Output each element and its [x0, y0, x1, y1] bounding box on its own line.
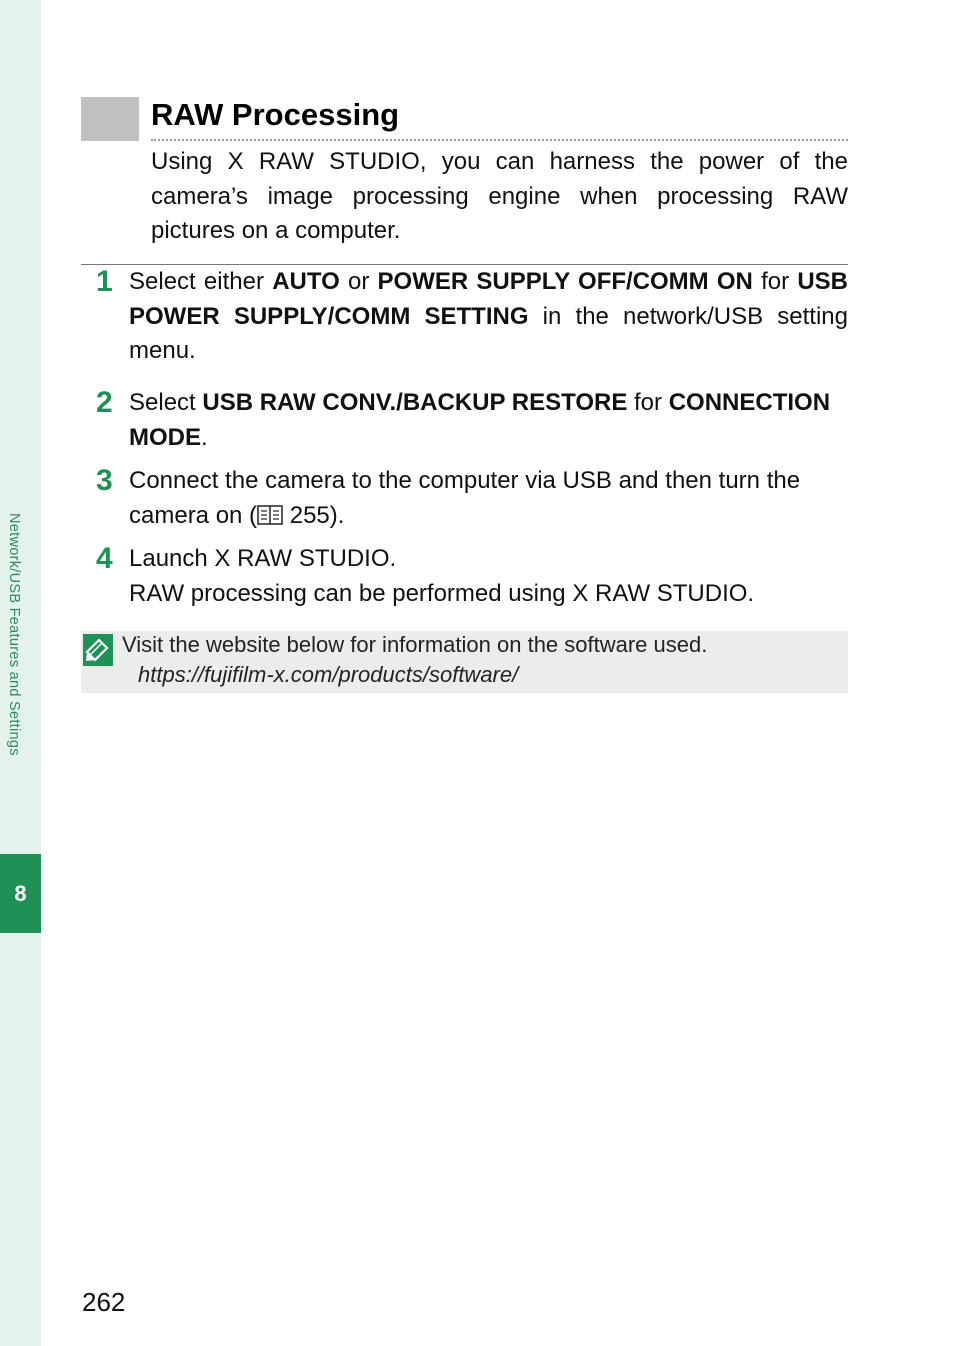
- title-marker: [81, 97, 139, 141]
- step-text: Select USB RAW CONV./BACKUP RESTORE for CONNECTION MODE.: [129, 389, 831, 451]
- step-3: [81, 464, 848, 533]
- note-box: [81, 631, 848, 693]
- step-text: [129, 542, 848, 611]
- step-2: [81, 386, 848, 455]
- title-divider: [151, 139, 848, 141]
- setting-connection-mode: CONNECTION MODE: [129, 389, 831, 451]
- page-title: RAW Processing: [151, 97, 400, 132]
- step-number: 4: [96, 542, 113, 575]
- note-text: Visit the website below for information on the software used.: [122, 632, 708, 657]
- step-1: [81, 265, 848, 369]
- step-line: Launch X RAW STUDIO.: [129, 545, 397, 572]
- step-text: Connect the camera to the computer via USB and then turn the camera on ( 255).: [129, 467, 801, 529]
- step-text: Select either AUTO or POWER SUPPLY OFF/COMM ON for USB POWER SUPPLY/COMM SETTING in the network/USB setting menu.: [129, 268, 849, 364]
- step-number: 2: [96, 386, 113, 419]
- note-pencil-icon: [83, 634, 113, 666]
- option-usb-raw-conv-backup-restore: USB RAW CONV./BACKUP RESTORE: [202, 389, 628, 416]
- step-number: 1: [96, 265, 113, 298]
- section-side-label: Network/USB Features and Settings: [6, 513, 22, 756]
- option-power-supply-off-comm-on: POWER SUPPLY OFF/COMM ON: [377, 268, 753, 295]
- book-reference-icon: [257, 505, 283, 525]
- page-number: 262: [82, 1287, 126, 1317]
- page-reference[interactable]: 255: [289, 501, 330, 529]
- step-4: [81, 542, 848, 611]
- intro-paragraph: Using X RAW STUDIO, you can harness the power of the camera’s image processing engine when processing RAW pictures on a computer.: [151, 148, 848, 244]
- step-number: 3: [96, 464, 113, 497]
- setting-usb-power-supply-comm: USB POWER SUPPLY/COMM SETTING: [129, 268, 849, 330]
- software-url-link[interactable]: https://fujifilm-x.com/products/software/: [138, 662, 519, 687]
- chapter-tab[interactable]: 8: [0, 854, 41, 933]
- step-line: RAW processing can be performed using X RAW STUDIO.: [129, 579, 755, 607]
- option-auto: AUTO: [272, 268, 340, 295]
